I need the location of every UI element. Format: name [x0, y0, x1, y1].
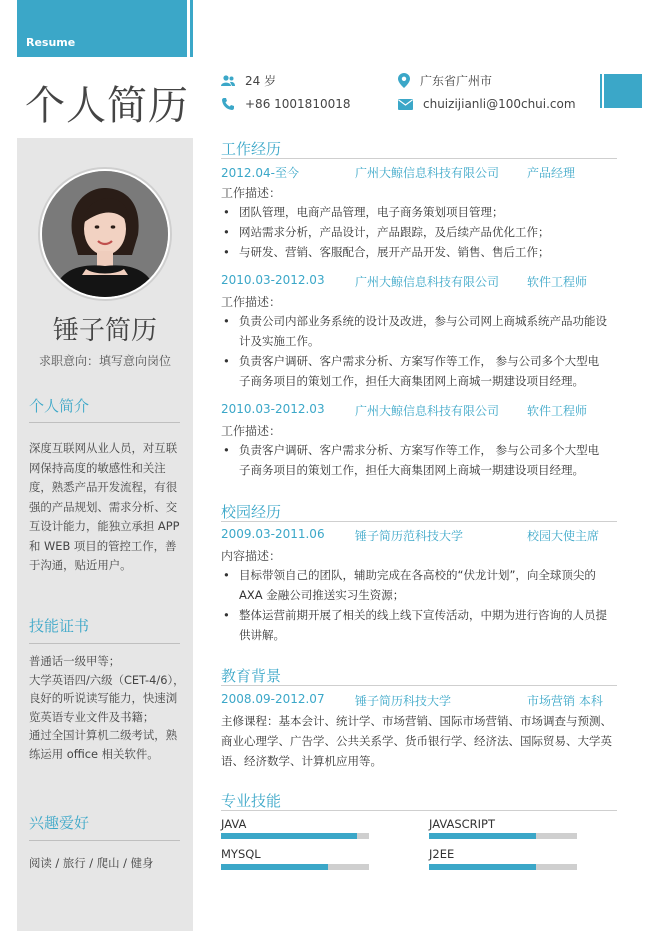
- age-text: 24 岁: [245, 74, 277, 88]
- cert-line: 良好的听说读写能力，快速浏: [29, 691, 178, 705]
- skill-name: JAVA: [221, 817, 247, 831]
- list-item: • 与研发、营销、客服配合，展开产品开发、销售、售后工作；: [221, 242, 621, 262]
- skill-name: JAVASCRIPT: [429, 817, 495, 831]
- job-company: 广州大鲸信息科技有限公司: [355, 404, 500, 418]
- education-major: 市场营销 本科: [527, 694, 603, 708]
- page-title: 个人简历: [25, 83, 189, 129]
- hobbies: [29, 854, 185, 874]
- skill-fill: [429, 864, 536, 870]
- skills-heading: 专业技能: [221, 792, 282, 810]
- email-text: chuizijianli@100chui.com: [423, 97, 576, 111]
- job-date: 2012.04-至今: [221, 166, 299, 180]
- list-item: • 负责客户调研、客户需求分析、方案写作等工作， 参与公司多个大型电 子商务项目的策划工作，担任大商集团网上商城一期建设项目经理。: [221, 440, 621, 480]
- resume-tab: [17, 0, 187, 57]
- skill-fill: [221, 864, 328, 870]
- cert-line: 览英语专业文件及书籍；: [29, 709, 155, 724]
- education-courses: [221, 711, 621, 771]
- campus-bullets: [221, 565, 621, 645]
- skill-bar: [221, 833, 369, 839]
- job-desc-label: 工作描述：: [221, 424, 282, 438]
- cert-heading: 技能证书: [29, 617, 90, 635]
- intro-text: [29, 439, 185, 576]
- cert-line: 通过全国计算机二级考试，熟: [29, 728, 178, 742]
- list-item: • 目标带领自己的团队，辅助完成在各高校的“伏龙计划”，向全球顶尖的 AXA 金融公司推送实习生资源；: [221, 565, 621, 605]
- phone-text: +86 1001810018: [245, 97, 351, 111]
- intro-line: 度，熟悉产品开发流程，有很: [29, 480, 178, 494]
- list-item: • 团队管理，电商产品管理，电子商务策划项目管理；: [221, 202, 621, 222]
- skill-bar: [429, 864, 577, 870]
- work-heading: 工作经历: [221, 140, 282, 158]
- people-icon: [221, 75, 235, 87]
- tab-divider: [190, 0, 193, 57]
- age-row: [221, 72, 276, 89]
- accent-block: [604, 74, 642, 108]
- job-desc-label: 工作描述：: [221, 186, 282, 200]
- campus-date: 2009.03-2011.06: [221, 527, 325, 541]
- skill-fill: [221, 833, 357, 839]
- skill-bar: [429, 833, 577, 839]
- list-item: • 负责公司内部业务系统的设计及改进，参与公司网上商城系统产品功能设 计及实施工作。: [221, 311, 621, 351]
- hobby-heading: 兴趣爱好: [29, 814, 90, 832]
- course-line: 语、经济数学、计算机应用等。: [221, 754, 382, 768]
- list-item: • 网站需求分析，产品设计，产品跟踪，及后续产品优化工作；: [221, 222, 621, 242]
- job-company: 广州大鲸信息科技有限公司: [355, 275, 500, 289]
- skill-name: J2EE: [429, 847, 455, 861]
- list-item: • 负责客户调研、客户需求分析、方案写作等工作， 参与公司多个大型电 子商务项目的策划工作，担任大商集团网上商城一期建设项目经理。: [221, 351, 621, 391]
- cert-line: 普通话一级甲等；: [29, 654, 121, 668]
- resume-label: Resume: [26, 36, 76, 49]
- skill-name: MYSQL: [221, 847, 261, 861]
- location-row: [398, 72, 492, 89]
- location-pin-icon: [398, 73, 410, 88]
- job-date: 2010.03-2012.03: [221, 273, 325, 287]
- work-rule: [221, 158, 617, 159]
- skills-rule: [221, 810, 617, 811]
- cert-line: 大学英语四/六级（CET-4/6），: [29, 672, 185, 687]
- intro-line: 深度互联网从业人员，对互联: [29, 441, 178, 455]
- course-line: 主修课程：基本会计、统计学、市场营销、国际市场营销、市场调查与预测、: [221, 714, 612, 728]
- cert-line: 练运用 office 相关软件。: [29, 746, 159, 761]
- job-role: 软件工程师: [527, 404, 588, 418]
- intro-line: 和 WEB 项目的管控工作，善: [29, 538, 177, 553]
- mail-icon: [398, 99, 413, 110]
- campus-role: 校园大使主席: [527, 529, 600, 543]
- email-row: [398, 97, 576, 111]
- intro-line: 强的产品规划、需求分析、交: [29, 499, 178, 514]
- skill-bar: [221, 864, 369, 870]
- campus-desc-label: 内容描述：: [221, 549, 282, 563]
- intro-rule: [29, 422, 180, 423]
- avatar: [42, 171, 168, 297]
- list-item: • 整体运营前期开展了相关的线上线下宣传活动，中期为进行咨询的人员提 供讲解。: [221, 605, 621, 645]
- phone-icon: [221, 97, 235, 111]
- intro-line: 于沟通，贴近用户。: [29, 558, 132, 572]
- education-heading: 教育背景: [221, 667, 282, 685]
- hobby-rule: [29, 840, 180, 841]
- campus-org: 锤子简历范科技大学: [355, 529, 464, 543]
- intro-line: 网保持高度的敏感性和关注: [29, 460, 166, 475]
- education-rule: [221, 685, 617, 686]
- job-role: 软件工程师: [527, 275, 588, 289]
- job-company: 广州大鲸信息科技有限公司: [355, 166, 500, 180]
- skill-fill: [429, 833, 536, 839]
- job-bullets: [221, 202, 621, 262]
- cert-text: [29, 652, 185, 763]
- location-text: 广东省广州市: [420, 74, 493, 88]
- job-role: 产品经理: [527, 166, 576, 180]
- cert-rule: [29, 643, 180, 644]
- course-line: 商业心理学、广告学、公共关系学、货币银行学、经济法、国际贸易、大学英: [221, 734, 612, 748]
- accent-line: [600, 74, 602, 108]
- job-intent: 求职意向：填写意向岗位: [38, 354, 171, 368]
- hobby-list: 阅读 / 旅行 / 爬山 / 健身: [29, 856, 154, 870]
- job-bullets: [221, 311, 621, 391]
- campus-rule: [221, 521, 617, 522]
- job-date: 2010.03-2012.03: [221, 402, 325, 416]
- education-date: 2008.09-2012.07: [221, 692, 325, 706]
- job-bullets: [221, 440, 621, 480]
- campus-heading: 校园经历: [221, 503, 282, 521]
- phone-row: [221, 97, 351, 111]
- intro-heading: 个人简介: [29, 397, 90, 415]
- candidate-name: 锤子简历: [52, 316, 157, 346]
- education-school: 锤子简历科技大学: [355, 694, 452, 708]
- intro-line: 互设计能力，能独立承担 APP: [29, 519, 180, 533]
- job-desc-label: 工作描述：: [221, 295, 282, 309]
